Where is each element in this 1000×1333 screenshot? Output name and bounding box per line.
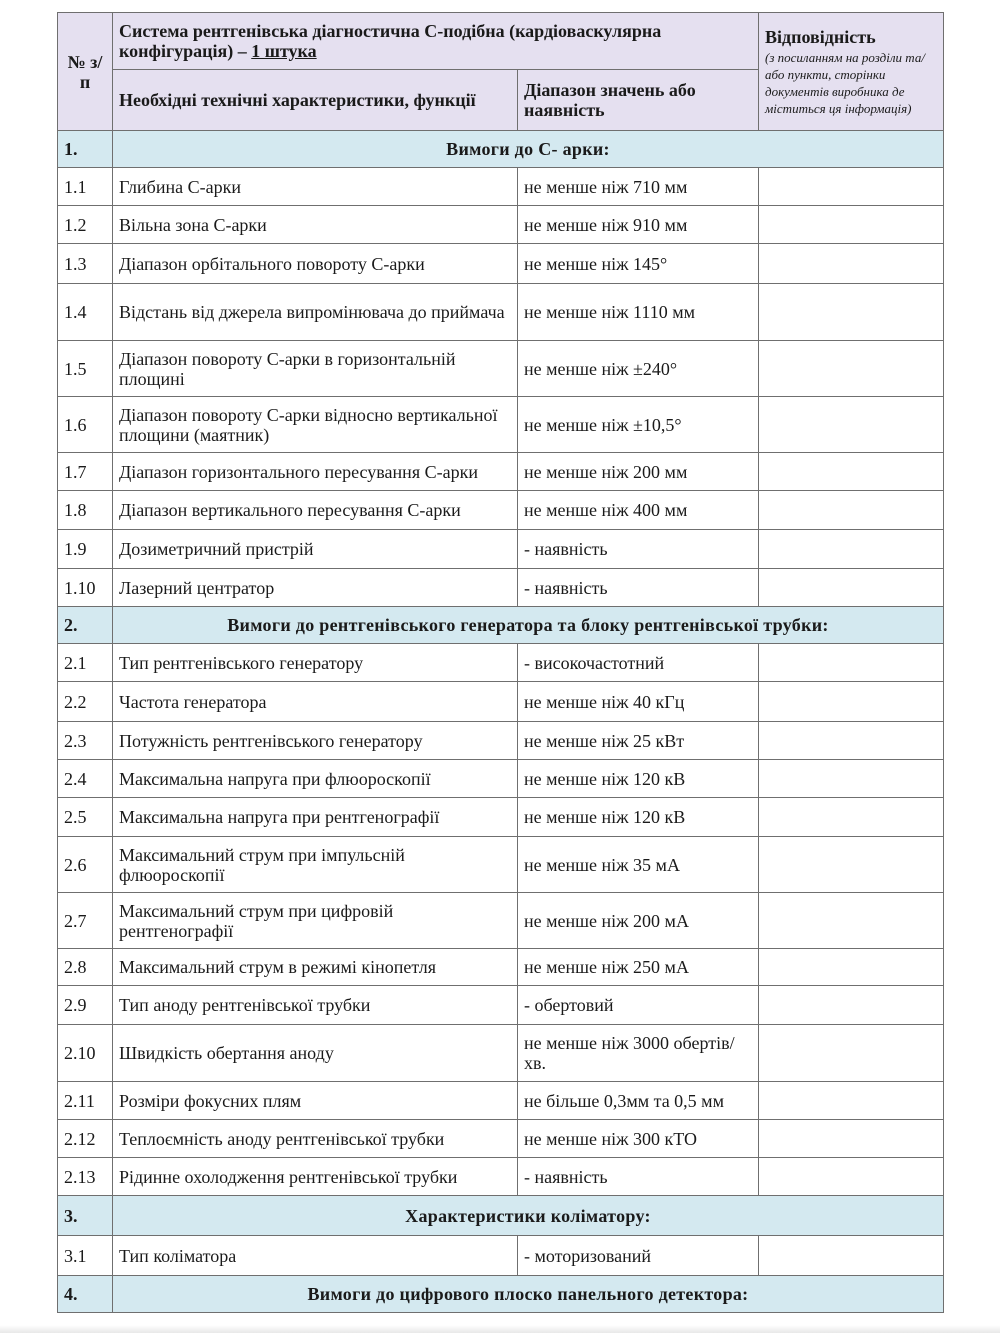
row-number: 2.7 [58,893,113,949]
correspondence-cell [759,206,944,244]
row-number: 2.5 [58,798,113,837]
characteristic-name: Глибина С-арки [113,168,518,206]
correspondence-cell [759,1082,944,1120]
characteristic-value: не менше ніж ±10,5° [518,397,759,453]
characteristic-value: не менше ніж 300 кТО [518,1120,759,1158]
row-number: 2.8 [58,949,113,986]
characteristic-value: - високочастотний [518,644,759,682]
table-row [58,244,944,284]
correspondence-cell [759,949,944,986]
row-number: 2.10 [58,1025,113,1082]
row-number: 2.2 [58,682,113,722]
row-number: 1.3 [58,244,113,284]
correspondence-cell [759,1025,944,1082]
row-number: 1.9 [58,530,113,569]
characteristic-value: не менше ніж 1110 мм [518,284,759,341]
table-row [58,1158,944,1196]
characteristic-value: не менше ніж 250 мА [518,949,759,986]
characteristic-name: Вільна зона С-арки [113,206,518,244]
characteristic-name: Діапазон повороту С-арки відносно вертикальної площини (маятник) [113,397,518,453]
header-num-cell: № з/п [58,13,113,131]
characteristic-name: Теплоємність аноду рентгенівської трубки [113,1120,518,1158]
header-title-cell [113,13,759,70]
table-row [58,284,944,341]
section-row [58,1196,944,1236]
table-row [58,986,944,1025]
section-number: 2. [58,607,113,644]
correspondence-cell [759,644,944,682]
characteristic-value: не менше ніж 910 мм [518,206,759,244]
table-row [58,837,944,893]
characteristic-value: - наявність [518,569,759,607]
characteristic-value: не менше ніж 200 мА [518,893,759,949]
section-title: Вимоги до рентгенівського генератора та блоку рентгенівської трубки: [113,607,944,644]
characteristic-value: - наявність [518,530,759,569]
section-title: Вимоги до цифрового плоско панельного детектора: [113,1276,944,1313]
header-range-label: Діапазон значень або наявність [518,70,759,131]
header-correspondence-note: (з посиланням на розділи та/або пункти, сторінки документів виробника де міститься ця інформація) [765,49,925,116]
characteristic-name: Діапазон орбітального повороту С-арки [113,244,518,284]
characteristic-name: Дозиметричний пристрій [113,530,518,569]
characteristic-name: Максимальна напруга при флюороскопії [113,760,518,798]
section-number: 3. [58,1196,113,1236]
characteristic-value: не менше ніж 145° [518,244,759,284]
correspondence-cell [759,1120,944,1158]
characteristic-value: не менше ніж 120 кВ [518,798,759,837]
characteristic-name: Тип аноду рентгенівської трубки [113,986,518,1025]
characteristic-name: Лазерний центратор [113,569,518,607]
table-row [58,168,944,206]
row-number: 1.4 [58,284,113,341]
header-row-top [58,13,944,70]
table-row [58,949,944,986]
table-row [58,491,944,530]
row-number: 1.8 [58,491,113,530]
correspondence-cell [759,244,944,284]
characteristic-value: не менше ніж 35 мА [518,837,759,893]
characteristic-name: Потужність рентгенівського генератору [113,722,518,760]
characteristic-name: Відстань від джерела випромінювача до приймача [113,284,518,341]
correspondence-cell [759,453,944,491]
section-title: Вимоги до С- арки: [113,131,944,168]
row-number: 2.9 [58,986,113,1025]
characteristic-value: не менше ніж ±240° [518,341,759,397]
table-row [58,1120,944,1158]
characteristic-name: Діапазон вертикального пересування С-арки [113,491,518,530]
table-row [58,1082,944,1120]
correspondence-cell [759,1158,944,1196]
table-row [58,893,944,949]
characteristic-value: не менше ніж 40 кГц [518,682,759,722]
characteristic-value: не менше ніж 200 мм [518,453,759,491]
row-number: 2.13 [58,1158,113,1196]
section-row [58,1276,944,1313]
characteristic-value: - моторизований [518,1236,759,1276]
table-row [58,1236,944,1276]
characteristic-value: не менше ніж 120 кВ [518,760,759,798]
correspondence-cell [759,986,944,1025]
header-title: Система рентгенівська діагностична С-подібна (кардіоваскулярна конфігурація) – [119,21,662,61]
table-row [58,530,944,569]
correspondence-cell [759,837,944,893]
section-number: 4. [58,1276,113,1313]
row-number: 2.6 [58,837,113,893]
correspondence-cell [759,798,944,837]
section-row [58,607,944,644]
row-number: 1.10 [58,569,113,607]
correspondence-cell [759,284,944,341]
characteristic-value: не менше ніж 25 кВт [518,722,759,760]
section-row [58,131,944,168]
table-row [58,397,944,453]
header-correspondence-cell [759,13,944,131]
characteristic-name: Тип рентгенівського генератору [113,644,518,682]
correspondence-cell [759,893,944,949]
table-row [58,760,944,798]
row-number: 2.1 [58,644,113,682]
characteristic-value: - обертовий [518,986,759,1025]
header-characteristics-label: Необхідні технічні характеристики, функції [113,70,518,131]
correspondence-cell [759,491,944,530]
row-number: 2.11 [58,1082,113,1120]
characteristic-name: Максимальний струм при імпульсній флюороскопії [113,837,518,893]
header-quantity: 1 штука [251,41,317,61]
characteristic-name: Діапазон повороту С-арки в горизонтальній площині [113,341,518,397]
row-number: 2.12 [58,1120,113,1158]
table-row [58,569,944,607]
section-title: Характеристики коліматору: [113,1196,944,1236]
table-row [58,682,944,722]
characteristic-value: не менше ніж 3000 обертів/хв. [518,1025,759,1082]
characteristic-value: не менше ніж 400 мм [518,491,759,530]
correspondence-cell [759,530,944,569]
spec-table [57,12,944,1313]
row-number: 1.2 [58,206,113,244]
characteristic-name: Діапазон горизонтального пересування С-арки [113,453,518,491]
characteristic-name: Максимальний струм при цифровій рентгенографії [113,893,518,949]
characteristic-name: Рідинне охолодження рентгенівської трубки [113,1158,518,1196]
table-row [58,206,944,244]
characteristic-value: не менше ніж 710 мм [518,168,759,206]
characteristic-value: - наявність [518,1158,759,1196]
table-row [58,341,944,397]
row-number: 1.7 [58,453,113,491]
characteristic-name: Частота генератора [113,682,518,722]
characteristic-name: Тип коліматора [113,1236,518,1276]
correspondence-cell [759,722,944,760]
correspondence-cell [759,341,944,397]
row-number: 2.4 [58,760,113,798]
row-number: 3.1 [58,1236,113,1276]
section-number: 1. [58,131,113,168]
characteristic-value: не більше 0,3мм та 0,5 мм [518,1082,759,1120]
row-number: 1.5 [58,341,113,397]
table-row [58,644,944,682]
table-row [58,1025,944,1082]
correspondence-cell [759,760,944,798]
row-number: 2.3 [58,722,113,760]
table-row [58,722,944,760]
correspondence-cell [759,168,944,206]
correspondence-cell [759,682,944,722]
page-edge [0,1325,1000,1333]
header-correspondence-label: Відповідність [765,26,876,47]
correspondence-cell [759,1236,944,1276]
characteristic-name: Максимальна напруга при рентгенографії [113,798,518,837]
row-number: 1.6 [58,397,113,453]
characteristic-name: Максимальний струм в режимі кінопетля [113,949,518,986]
characteristic-name: Швидкість обертання аноду [113,1025,518,1082]
row-number: 1.1 [58,168,113,206]
table-row [58,453,944,491]
table-row [58,798,944,837]
characteristic-name: Розміри фокусних плям [113,1082,518,1120]
correspondence-cell [759,397,944,453]
correspondence-cell [759,569,944,607]
